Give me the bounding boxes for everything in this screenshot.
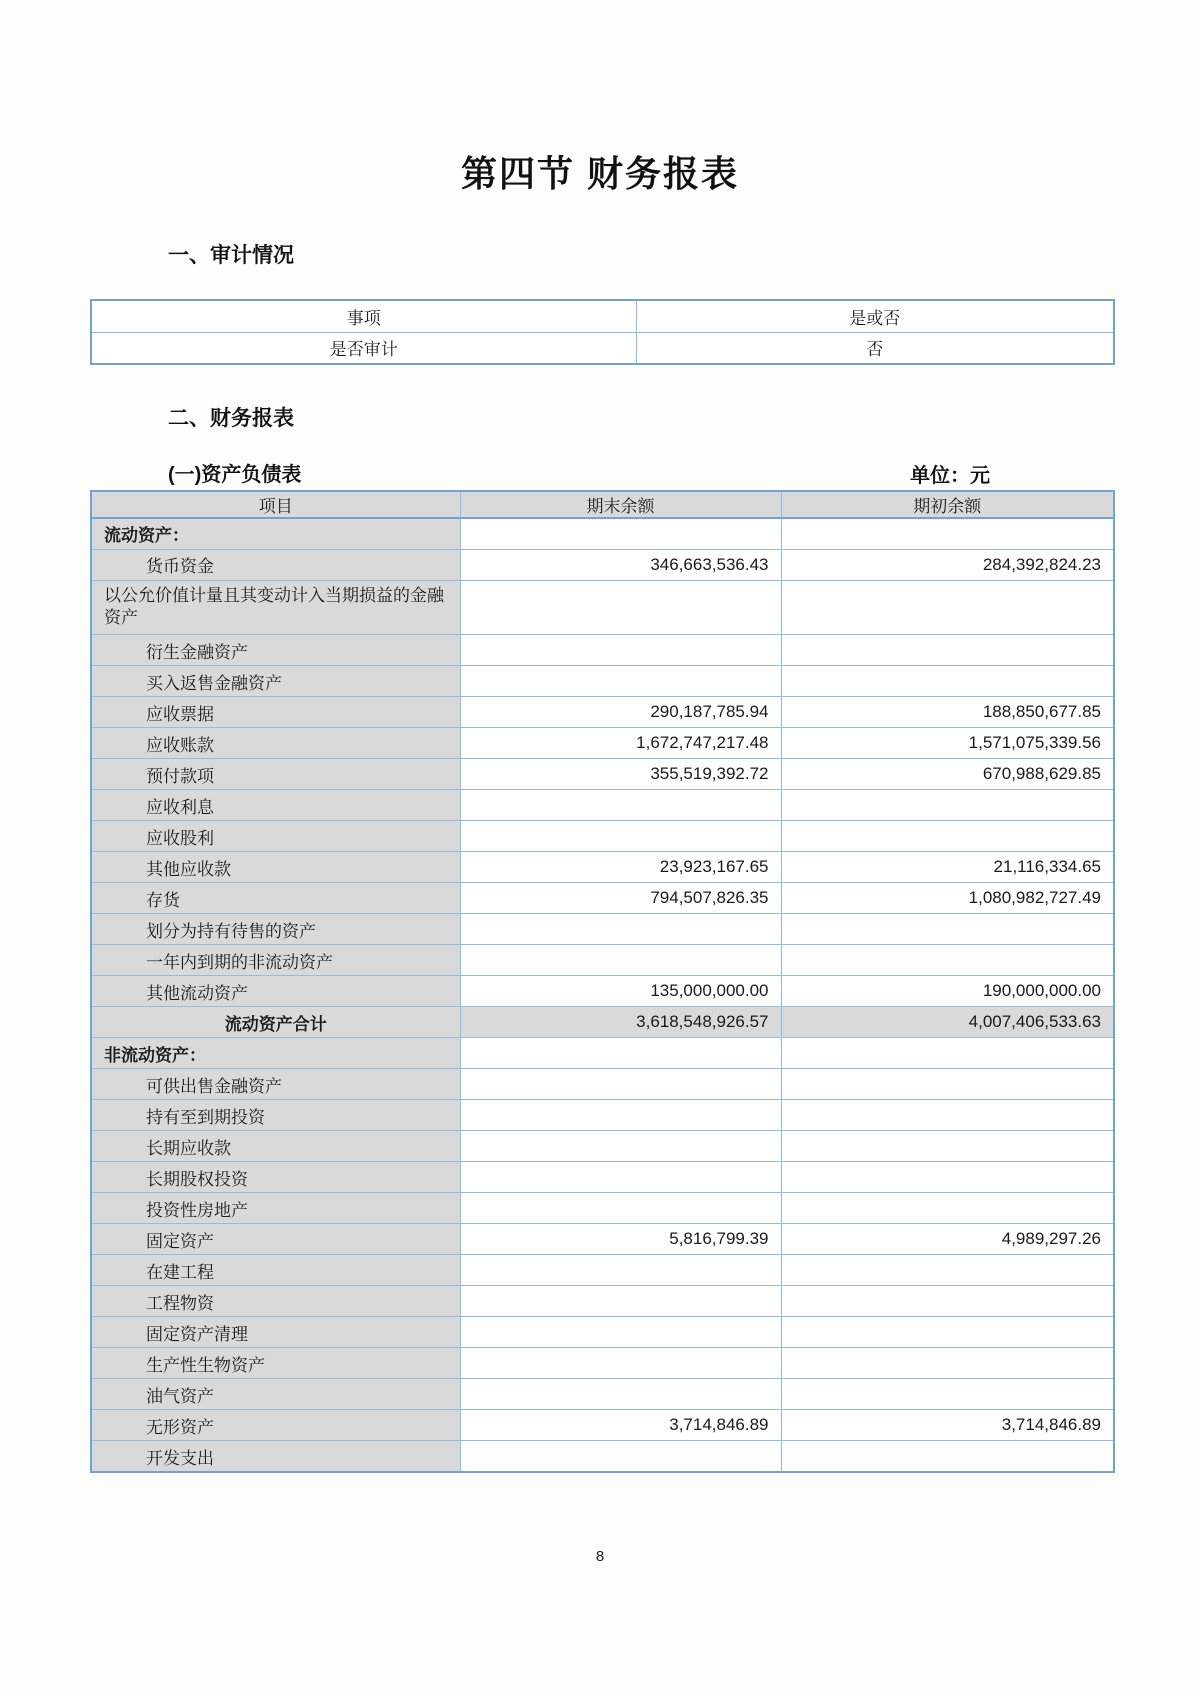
row-beginning-balance-cell	[781, 1038, 1114, 1069]
row-label-cell: 固定资产清理	[91, 1317, 460, 1348]
row-beginning-balance-cell	[781, 580, 1114, 635]
row-beginning-balance-cell: 21,116,334.65	[781, 852, 1114, 883]
table-row	[91, 1441, 1114, 1472]
table-row	[91, 883, 1114, 914]
row-beginning-balance-cell: 4,007,406,533.63	[781, 1007, 1114, 1038]
table-row	[91, 945, 1114, 976]
table-row	[91, 728, 1114, 759]
row-label-cell: 油气资产	[91, 1379, 460, 1410]
bs-header-item: 项目	[91, 491, 460, 518]
balance-sheet-subheading: (一)资产负债表	[168, 464, 302, 486]
balance-sheet-table	[90, 490, 1115, 1473]
row-label-cell: 应收账款	[91, 728, 460, 759]
table-row	[91, 790, 1114, 821]
row-beginning-balance-cell	[781, 790, 1114, 821]
row-beginning-balance-cell	[781, 1255, 1114, 1286]
row-label-cell: 非流动资产：	[91, 1038, 460, 1069]
row-label-cell: 开发支出	[91, 1441, 460, 1472]
row-ending-balance-cell: 3,618,548,926.57	[460, 1007, 781, 1038]
row-label-cell: 应收股利	[91, 821, 460, 852]
row-beginning-balance-cell: 1,080,982,727.49	[781, 883, 1114, 914]
row-beginning-balance-cell	[781, 1193, 1114, 1224]
row-label-cell: 生产性生物资产	[91, 1348, 460, 1379]
row-label-cell: 长期应收款	[91, 1131, 460, 1162]
row-beginning-balance-cell: 284,392,824.23	[781, 549, 1114, 580]
table-row	[91, 821, 1114, 852]
bs-header-ending-balance: 期末余额	[460, 491, 781, 518]
row-beginning-balance-cell: 1,571,075,339.56	[781, 728, 1114, 759]
row-ending-balance-cell: 135,000,000.00	[460, 976, 781, 1007]
row-ending-balance-cell	[460, 1193, 781, 1224]
table-row	[91, 852, 1114, 883]
audit-data-row	[91, 332, 1114, 364]
row-label-cell: 存货	[91, 883, 460, 914]
audit-item-cell: 是否审计	[91, 332, 636, 364]
row-label-cell: 持有至到期投资	[91, 1100, 460, 1131]
row-ending-balance-cell: 3,714,846.89	[460, 1410, 781, 1441]
row-beginning-balance-cell	[781, 666, 1114, 697]
row-label-cell: 预付款项	[91, 759, 460, 790]
row-ending-balance-cell: 1,672,747,217.48	[460, 728, 781, 759]
row-beginning-balance-cell	[781, 1441, 1114, 1472]
row-beginning-balance-cell	[781, 821, 1114, 852]
audit-header-item: 事项	[91, 300, 636, 332]
table-row	[91, 1193, 1114, 1224]
table-row	[91, 914, 1114, 945]
table-row	[91, 697, 1114, 728]
audit-section-heading: 一、审计情况	[168, 244, 294, 267]
row-ending-balance-cell	[460, 1131, 781, 1162]
row-ending-balance-cell	[460, 945, 781, 976]
bs-header-beginning-balance: 期初余额	[781, 491, 1114, 518]
audit-answer-cell: 否	[636, 332, 1114, 364]
row-ending-balance-cell: 290,187,785.94	[460, 697, 781, 728]
row-ending-balance-cell	[460, 1162, 781, 1193]
table-row	[91, 1286, 1114, 1317]
row-label-cell: 固定资产	[91, 1224, 460, 1255]
table-row	[91, 1348, 1114, 1379]
row-label-cell: 在建工程	[91, 1255, 460, 1286]
row-ending-balance-cell	[460, 1286, 781, 1317]
row-ending-balance-cell	[460, 666, 781, 697]
row-label-cell: 长期股权投资	[91, 1162, 460, 1193]
row-beginning-balance-cell	[781, 1348, 1114, 1379]
row-ending-balance-cell	[460, 1100, 781, 1131]
row-label-cell: 应收票据	[91, 697, 460, 728]
table-row	[91, 1162, 1114, 1193]
table-row	[91, 1255, 1114, 1286]
row-label-cell: 以公允价值计量且其变动计入当期损益的金融资产	[91, 580, 460, 635]
table-row	[91, 759, 1114, 790]
row-beginning-balance-cell: 4,989,297.26	[781, 1224, 1114, 1255]
row-ending-balance-cell: 355,519,392.72	[460, 759, 781, 790]
balance-sheet-header-row	[91, 491, 1114, 518]
row-ending-balance-cell: 5,816,799.39	[460, 1224, 781, 1255]
row-label-cell: 无形资产	[91, 1410, 460, 1441]
row-label-cell: 流动资产：	[91, 518, 460, 549]
row-beginning-balance-cell	[781, 1100, 1114, 1131]
row-label-cell: 流动资产合计	[91, 1007, 460, 1038]
table-row	[91, 666, 1114, 697]
row-ending-balance-cell	[460, 580, 781, 635]
table-row	[91, 976, 1114, 1007]
table-row	[91, 1410, 1114, 1441]
row-label-cell: 可供出售金融资产	[91, 1069, 460, 1100]
table-row	[91, 1069, 1114, 1100]
row-ending-balance-cell: 794,507,826.35	[460, 883, 781, 914]
row-ending-balance-cell: 23,923,167.65	[460, 852, 781, 883]
row-label-cell: 其他流动资产	[91, 976, 460, 1007]
row-beginning-balance-cell	[781, 945, 1114, 976]
table-row	[91, 1379, 1114, 1410]
table-row	[91, 1007, 1114, 1038]
row-ending-balance-cell	[460, 790, 781, 821]
table-row	[91, 1038, 1114, 1069]
row-ending-balance-cell: 346,663,536.43	[460, 549, 781, 580]
row-ending-balance-cell	[460, 821, 781, 852]
row-label-cell: 衍生金融资产	[91, 635, 460, 666]
row-ending-balance-cell	[460, 1069, 781, 1100]
row-ending-balance-cell	[460, 1038, 781, 1069]
row-label-cell: 应收利息	[91, 790, 460, 821]
balance-sheet-body	[91, 518, 1114, 1472]
row-label-cell: 工程物资	[91, 1286, 460, 1317]
row-ending-balance-cell	[460, 1317, 781, 1348]
row-label-cell: 其他应收款	[91, 852, 460, 883]
audit-header-row	[91, 300, 1114, 332]
row-ending-balance-cell	[460, 1348, 781, 1379]
row-ending-balance-cell	[460, 635, 781, 666]
table-row	[91, 635, 1114, 666]
row-beginning-balance-cell: 3,714,846.89	[781, 1410, 1114, 1441]
row-beginning-balance-cell	[781, 1317, 1114, 1348]
row-label-cell: 一年内到期的非流动资产	[91, 945, 460, 976]
table-row	[91, 580, 1114, 635]
table-row	[91, 1100, 1114, 1131]
page-number: 8	[595, 1548, 605, 1565]
row-ending-balance-cell	[460, 914, 781, 945]
table-row	[91, 1317, 1114, 1348]
row-beginning-balance-cell	[781, 635, 1114, 666]
table-row	[91, 1224, 1114, 1255]
row-beginning-balance-cell	[781, 1069, 1114, 1100]
row-ending-balance-cell	[460, 1441, 781, 1472]
row-ending-balance-cell	[460, 1379, 781, 1410]
row-beginning-balance-cell: 188,850,677.85	[781, 697, 1114, 728]
table-row	[91, 549, 1114, 580]
page-title: 第四节 财务报表	[460, 153, 739, 194]
row-ending-balance-cell	[460, 518, 781, 549]
table-row	[91, 1131, 1114, 1162]
row-beginning-balance-cell	[781, 518, 1114, 549]
audit-table	[90, 299, 1115, 365]
statements-section-heading: 二、财务报表	[168, 407, 294, 430]
row-beginning-balance-cell	[781, 1379, 1114, 1410]
row-label-cell: 划分为持有待售的资产	[91, 914, 460, 945]
row-beginning-balance-cell	[781, 1162, 1114, 1193]
row-label-cell: 投资性房地产	[91, 1193, 460, 1224]
row-beginning-balance-cell: 190,000,000.00	[781, 976, 1114, 1007]
row-beginning-balance-cell	[781, 1286, 1114, 1317]
row-beginning-balance-cell: 670,988,629.85	[781, 759, 1114, 790]
table-row	[91, 518, 1114, 549]
row-beginning-balance-cell	[781, 1131, 1114, 1162]
row-ending-balance-cell	[460, 1255, 781, 1286]
unit-label: 单位：元	[910, 465, 990, 487]
audit-header-yesno: 是或否	[636, 300, 1114, 332]
row-label-cell: 货币资金	[91, 549, 460, 580]
row-label-cell: 买入返售金融资产	[91, 666, 460, 697]
row-beginning-balance-cell	[781, 914, 1114, 945]
